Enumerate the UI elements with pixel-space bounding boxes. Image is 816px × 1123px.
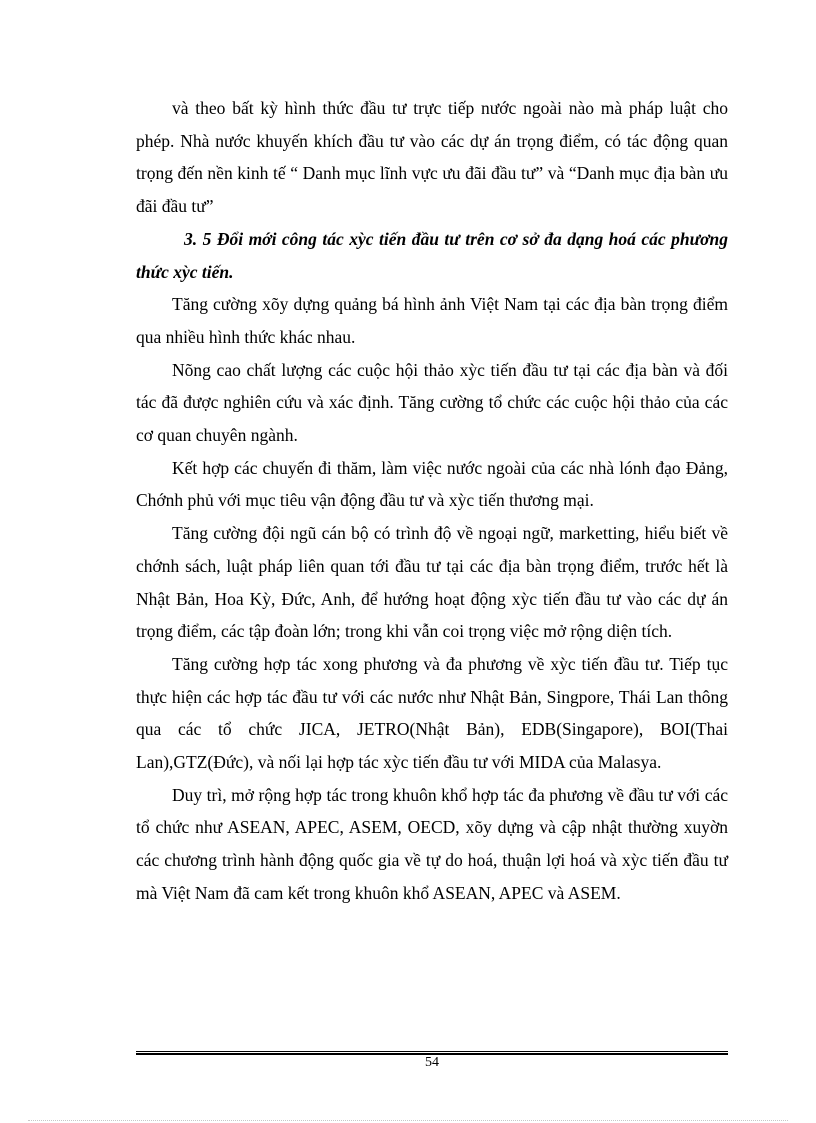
page-edge-dotted-line bbox=[28, 1120, 788, 1121]
page-number: 54 bbox=[425, 1055, 439, 1070]
paragraph-multilateral-cooperation: Duy trì, mở rộng hợp tác trong khuôn khổ hợp tác đa phương về đầu tư với các tổ chức như ASEAN, APEC, ASEM, OECD, xõy dựng và cập nhật thường xuyờn các chương trình hành động quốc gia về tự do hoá, thuận lợi hoá và xỳc tiến đầu tư mà Việt Nam đã cam kết trong khuôn khổ ASEAN, APEC và ASEM. bbox=[136, 784, 728, 903]
paragraph-bilateral-cooperation: Tăng cường hợp tác xong phương và đa phương về xỳc tiến đầu tư. Tiếp tục thực hiện các hợp tác đầu tư với các nước như Nhật Bản, Singpore, Thái Lan thông qua các tổ chức JICA, JETRO(Nhật Bản), EDB(Singapore), BOI(Thai Lan),GTZ(Đức), và nối lại hợp tác xỳc tiến đầu tư với MIDA của Malasya. bbox=[136, 653, 728, 773]
paragraph-official-visits: Kết hợp các chuyến đi thăm, làm việc nước ngoài của các nhà lónh đạo Đảng, Chớnh phủ với mục tiêu vận động đầu tư và xỳc tiến thương mại. bbox=[136, 457, 728, 511]
paragraph-seminars: Nõng cao chất lượng các cuộc hội thảo xỳc tiến đầu tư tại các địa bàn và đối tác đã được nghiên cứu và xác định. Tăng cường tổ chức các cuộc hội thảo của các cơ quan chuyên ngành. bbox=[136, 359, 728, 446]
section-heading: 3. 5 Đổi mới công tác xỳc tiến đầu tư trên cơ sở đa dạng hoá các phương thức xỳc tiến. bbox=[136, 228, 728, 282]
paragraph-continuation: và theo bất kỳ hình thức đầu tư trực tiếp nước ngoài nào mà pháp luật cho phép. Nhà nước khuyến khích đầu tư vào các dự án trọng điểm, có tác động quan trọng đến nền kinh tế “ Danh mục lĩnh vực ưu đãi đầu tư” và “Danh mục địa bàn ưu đãi đầu tư” bbox=[136, 98, 728, 217]
page-content bbox=[136, 92, 728, 910]
paragraph-staff-training: Tăng cường đội ngũ cán bộ có trình độ về ngoại ngữ, marketting, hiểu biết về chớnh sách, luật pháp liên quan tới đầu tư tại các địa bàn trọng điểm, trước hết là Nhật Bản, Hoa Kỳ, Đức, Anh, để hướng hoạt động xỳc tiến đầu tư vào các dự án trọng điểm, các tập đoàn lớn; trong khi vẫn coi trọng việc mở rộng diện tích. bbox=[136, 523, 728, 642]
paragraph-promotion: Tăng cường xõy dựng quảng bá hình ảnh Việt Nam tại các địa bàn trọng điểm qua nhiều hình thức khác nhau. bbox=[136, 294, 728, 347]
